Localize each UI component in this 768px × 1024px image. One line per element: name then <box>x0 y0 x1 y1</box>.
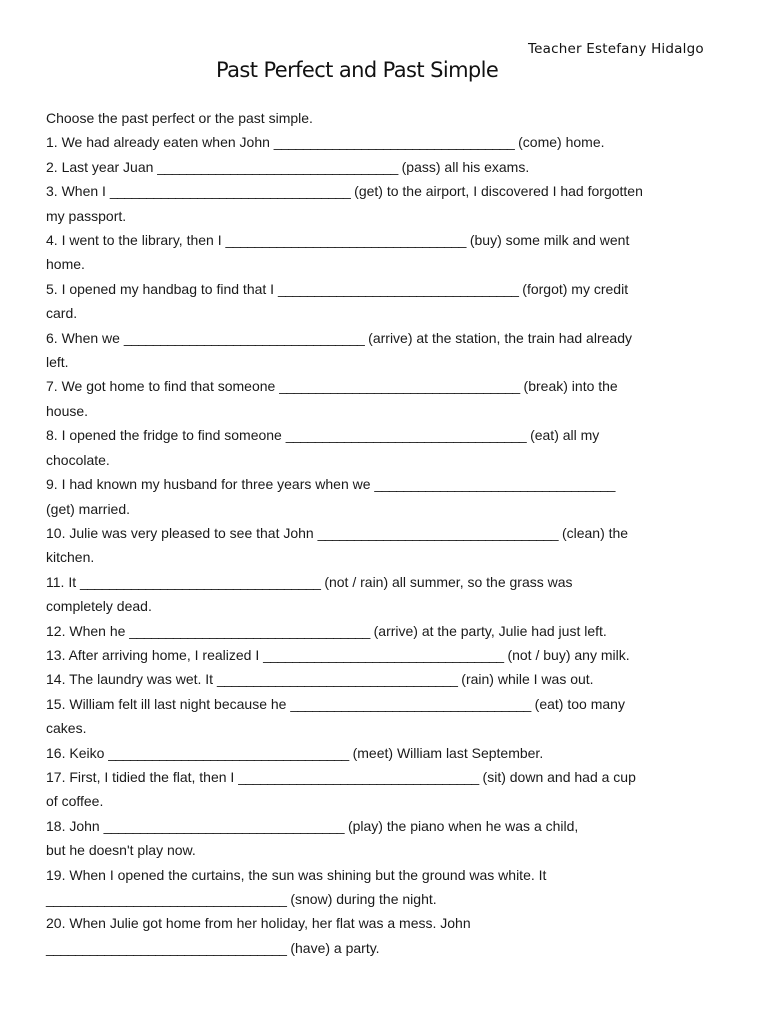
line-text: but he doesn't play now. <box>46 842 196 859</box>
answer-blank: _________________________________ <box>290 695 531 712</box>
answer-blank: _________________________________ <box>317 524 559 541</box>
line-text: (buy) some milk and went <box>465 232 630 249</box>
exercise-line <box>46 252 726 276</box>
exercise-line <box>46 423 726 447</box>
answer-blank: _________________________________ <box>273 134 515 151</box>
exercise-line <box>46 179 726 203</box>
exercise-line <box>46 350 726 374</box>
exercise-line <box>46 741 726 765</box>
exercise-line <box>46 765 726 789</box>
exercise-line <box>46 863 726 887</box>
answer-blank: _________________________________ <box>79 573 321 590</box>
exercise-line <box>46 814 726 838</box>
line-text: 20. When Julie got home from her holiday, her flat was a mess. John <box>46 915 471 932</box>
line-text: 15. William felt ill last night because he <box>46 695 291 712</box>
line-text: 10. Julie was very pleased to see that John <box>46 524 318 541</box>
line-text: (have) a party. <box>286 939 380 956</box>
line-text: 7. We got home to find that someone <box>46 378 280 395</box>
exercise-line <box>46 692 726 716</box>
exercise-line <box>46 936 726 960</box>
line-text: 16. Keiko <box>46 744 109 761</box>
answer-blank: _________________________________ <box>108 744 349 761</box>
answer-blank: _________________________________ <box>103 817 345 834</box>
line-text: chocolate. <box>46 451 110 468</box>
answer-blank: _________________________________ <box>46 939 287 956</box>
line-text: kitchen. <box>46 549 95 566</box>
exercise-line <box>46 374 726 398</box>
line-text: (forgot) my credit <box>518 280 629 297</box>
line-text: 18. John <box>46 817 104 834</box>
answer-blank: _________________________________ <box>285 427 527 444</box>
exercise-line <box>46 277 726 301</box>
exercise-line <box>46 643 726 667</box>
exercise-line <box>46 667 726 691</box>
exercise-line <box>46 204 726 228</box>
exercise-line <box>46 911 726 935</box>
exercise-line <box>46 545 726 569</box>
line-text: (clean) the <box>558 524 629 541</box>
exercise-line <box>46 887 726 911</box>
exercise-line <box>46 570 726 594</box>
exercise-line <box>46 130 726 154</box>
line-text: 5. I opened my handbag to find that I <box>46 280 278 297</box>
line-text: (break) into the <box>519 378 618 395</box>
exercise-line <box>46 521 726 545</box>
answer-blank: _________________________________ <box>225 232 466 249</box>
line-text: 6. When we <box>46 329 124 346</box>
exercise-line <box>46 838 726 862</box>
exercise-line <box>46 619 726 643</box>
answer-blank: _________________________________ <box>279 378 520 395</box>
answer-blank: _________________________________ <box>263 646 504 663</box>
line-text: of coffee. <box>46 793 104 810</box>
exercise-line <box>46 326 726 350</box>
line-text: (arrive) at the party, Julie had just left. <box>369 622 607 639</box>
exercise-line <box>46 301 726 325</box>
exercise-line <box>46 594 726 618</box>
line-text: (eat) too many <box>530 695 625 712</box>
line-text: (arrive) at the station, the train had already <box>364 329 632 346</box>
line-text: (pass) all his exams. <box>397 158 530 175</box>
answer-blank: _________________________________ <box>374 476 615 493</box>
line-text: 17. First, I tidied the flat, then I <box>46 768 239 785</box>
line-text: completely dead. <box>46 598 152 615</box>
line-text: 3. When I <box>46 183 110 200</box>
line-text: card. <box>46 305 78 322</box>
answer-blank: _________________________________ <box>277 280 519 297</box>
answer-blank: _________________________________ <box>157 158 398 175</box>
line-text: (come) home. <box>514 134 605 151</box>
exercise-line <box>46 716 726 740</box>
line-text: Choose the past perfect or the past simple. <box>46 110 313 126</box>
line-text: 2. Last year Juan <box>46 158 158 175</box>
exercise-line <box>46 228 726 252</box>
line-text: 12. When he <box>46 622 130 639</box>
line-text: (not / rain) all summer, so the grass was <box>320 573 573 590</box>
line-text: 8. I opened the fridge to find someone <box>46 427 286 444</box>
exercise-line <box>46 399 726 423</box>
line-text: (eat) all my <box>526 427 600 444</box>
line-text: (snow) during the night. <box>286 891 437 907</box>
line-text: 19. When I opened the curtains, the sun was shining but the ground was white. It <box>46 866 547 883</box>
line-text: (get) to the airport, I discovered I had forgotten <box>350 183 643 200</box>
line-text: (play) the piano when he was a child, <box>344 817 579 834</box>
line-text: 13. After arriving home, I realized I <box>46 646 264 663</box>
line-text: 4. I went to the library, then I <box>46 232 226 249</box>
line-text: my passport. <box>46 207 127 224</box>
line-text: (get) married. <box>46 500 131 517</box>
line-text: house. <box>46 402 89 419</box>
line-text: (rain) while I was out. <box>457 671 594 688</box>
line-text: (meet) William last September. <box>348 744 544 761</box>
worksheet-body <box>46 106 726 960</box>
teacher-name: Teacher Estefany Hidalgo <box>528 41 704 57</box>
exercise-line <box>46 472 726 496</box>
line-text: (not / buy) any milk. <box>503 646 630 663</box>
answer-blank: _________________________________ <box>123 329 365 346</box>
worksheet-title: Past Perfect and Past Simple <box>216 58 499 82</box>
line-text: 1. We had already eaten when John <box>46 134 274 151</box>
answer-blank: _________________________________ <box>109 183 351 200</box>
answer-blank: _________________________________ <box>129 622 370 639</box>
line-text: home. <box>46 256 85 273</box>
exercise-line <box>46 155 726 179</box>
exercise-line <box>46 497 726 521</box>
line-text: 14. The laundry was wet. It <box>46 671 217 688</box>
instructions <box>46 106 726 130</box>
exercise-line <box>46 448 726 472</box>
line-text: cakes. <box>46 720 87 737</box>
answer-blank: _________________________________ <box>216 671 458 688</box>
line-text: left. <box>46 354 69 371</box>
answer-blank: _________________________________ <box>46 891 287 907</box>
line-text: 11. It <box>46 573 80 590</box>
exercise-line <box>46 789 726 813</box>
line-text: 9. I had known my husband for three years when we <box>46 476 375 493</box>
line-text: (sit) down and had a cup <box>478 768 636 785</box>
answer-blank: _________________________________ <box>238 768 479 785</box>
